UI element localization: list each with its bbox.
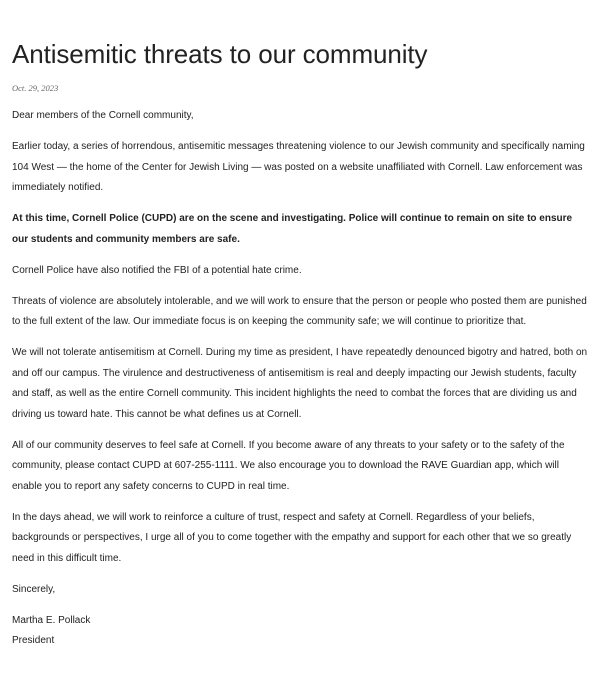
body-paragraph: In the days ahead, we will work to reinforce a culture of trust, respect and safety at Cornell. Regardless of your beliefs, backgrounds or perspectives, I urge all of you to come together with the empathy and support for each other that we so greatly need in this difficult time. [12,511,572,564]
signature-role: President [12,635,55,646]
article-body [12,106,588,652]
greeting-paragraph: Dear members of the Cornell community, [12,110,194,121]
body-paragraph: All of our community deserves to feel safe at Cornell. If you become aware of any threats to your safety or to the safety of the community, please contact CUPD at 607-255-1111. We also encourage you to download the RAVE Guardian app, which will enable you to report any safety concerns to CUPD in real time. [12,439,565,492]
police-notice-paragraph: At this time, Cornell Police (CUPD) are on the scene and investigating. Police will continue to remain on site to ensure our students and community members are safe. [12,213,573,245]
body-paragraph: Threats of violence are absolutely intolerable, and we will work to ensure that the person or people who posted them are punished to the full extent of the law. Our immediate focus is on keeping the community safe; we will continue to prioritize that. [12,295,587,327]
signature-name: Martha E. Pollack [12,614,91,626]
page-title: Antisemitic threats to our community [12,39,428,69]
body-paragraph: We will not tolerate antisemitism at Cornell. During my time as president, I have repeatedly denounced bigotry and hatred, both on and off our campus. The virulence and destructiveness of antisemitism is real and deeply impacting our Jewish students, faculty and staff, as well as the entire Cornell community. This incident highlights the need to combat the forces that are dividing us and driving us toward hate. This cannot be what defines us at Cornell. [12,347,588,420]
publish-date: Oct. 29, 2023 [12,83,59,93]
body-paragraph: Cornell Police have also notified the FBI of a potential hate crime. [12,264,302,276]
body-paragraph: Earlier today, a series of horrendous, antisemitic messages threatening violence to our Jewish community and specifically naming 104 West — the home of the Center for Jewish Living — was posted on a website unaffiliated with Cornell. Law enforcement was immediately notified. [12,141,585,193]
closing-paragraph: Sincerely, [12,583,56,595]
